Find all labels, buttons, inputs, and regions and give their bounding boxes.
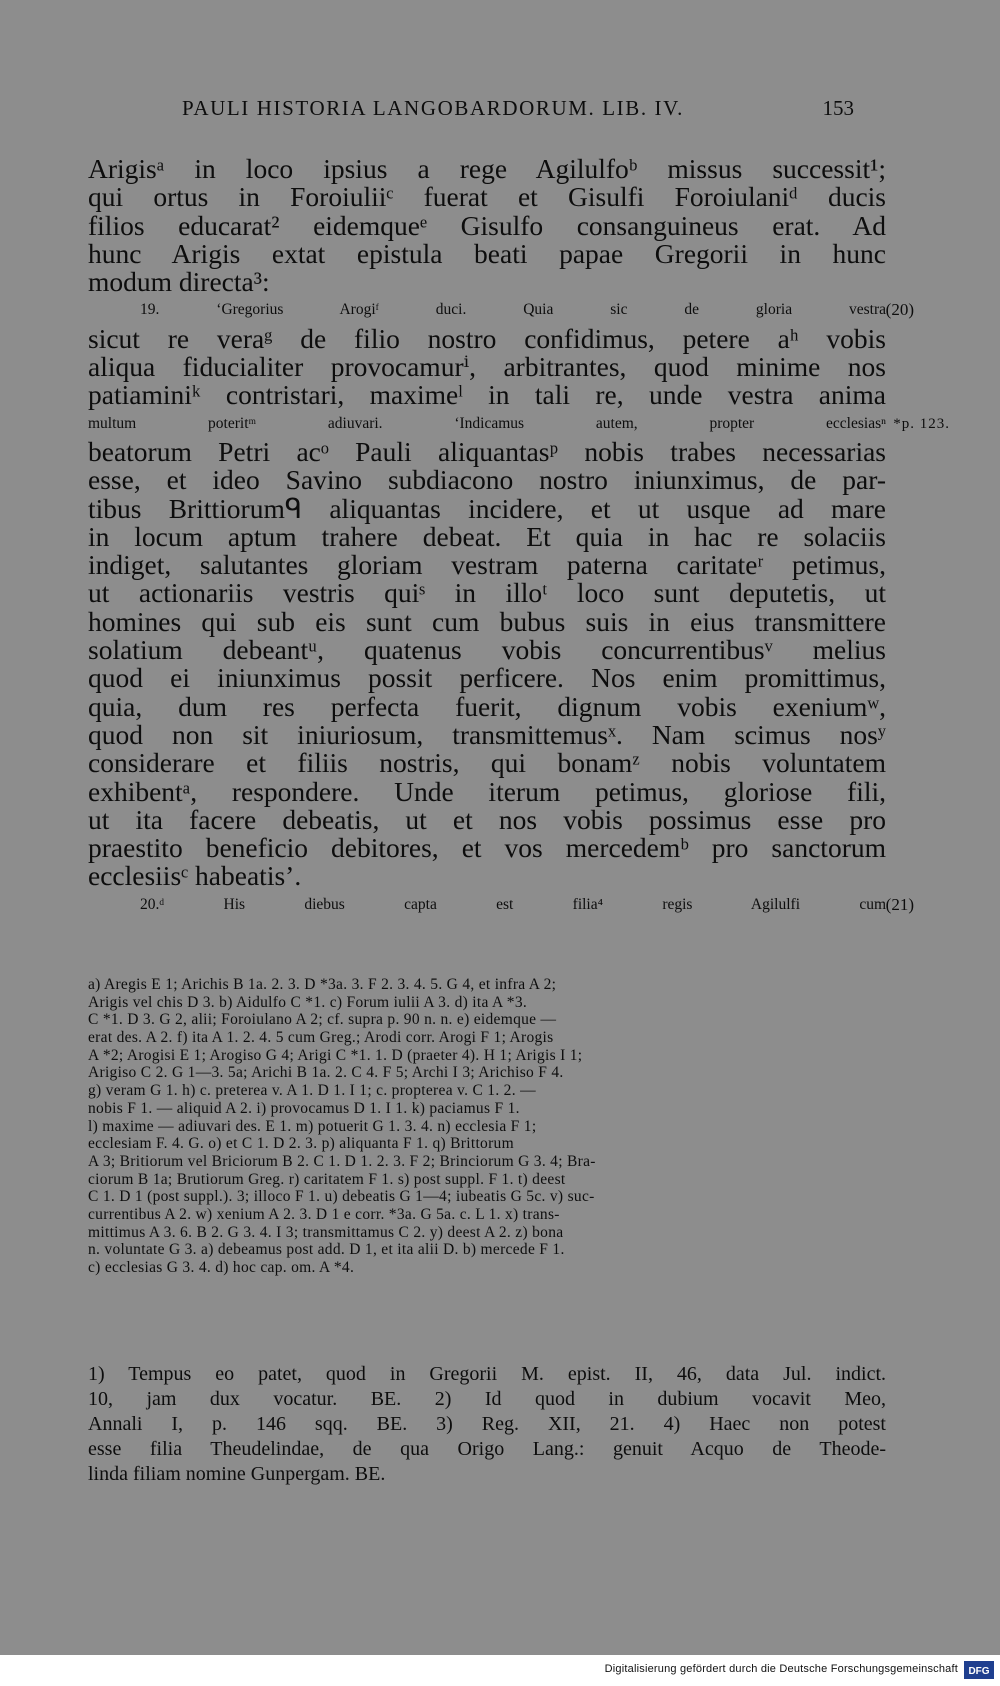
text-line [88, 435, 886, 467]
apparatus-line: C *1. D 3. G 2, alii; Foroiulano A 2; cf. supra p. 90 n. n. e) eidemque — [88, 1011, 557, 1029]
apparatus-line: erat des. A 2. f) ita A 1. 2. 4. 5 cum Greg.; Arodi corr. Arogi F 1; Arogis [88, 1029, 554, 1047]
text-line-content: aliqua fiducialiter provocamurⁱ, arbitrantes, quod minime nos [88, 351, 886, 383]
text-line-content: ut ita facere debeatis, ut et nos vobis possimus esse pro [88, 803, 886, 835]
apparatus-line: currentibus A 2. w) xenium A 2. 3. D 1 e corr. *3a. G 5a. c. L 1. x) trans- [88, 1205, 560, 1223]
main-text [88, 153, 950, 919]
text-line [88, 183, 886, 211]
apparatus-line: Arigis vel chis D 3. b) Aidulfo C *1. c) Forum iulii A 3. d) ita A *3. [88, 993, 528, 1011]
text-line-content: 20.ᵈ His diebus capta est filia⁴ regis Agilulfi cum [140, 895, 886, 913]
apparatus-line: ciorum B 1a; Brutiorum Greg. r) caritatem F 1. s) post suppl. F 1. t) deest [88, 1170, 566, 1188]
text-line [88, 155, 886, 183]
text-line [88, 718, 886, 750]
text-line-content: homines qui sub eis sunt cum bubus suis in eius transmittere [88, 605, 886, 637]
critical-apparatus [88, 976, 886, 1277]
apparatus-line: A 3; Britiorum vel Briciorum B 2. C 1. D 1. 2. 3. F 2; Brinciorum G 3. 4; Bra- [88, 1152, 596, 1170]
text-line [88, 891, 914, 919]
text-line [88, 410, 950, 438]
text-line [88, 803, 886, 835]
footnote-line: 10, jam dux vocatur. BE. 2) Id quod in dubium vocavit Meo, [88, 1388, 886, 1410]
text-line-content: quod ei iniunximus possit perficere. Nos enim promittimus, [88, 662, 886, 694]
running-title: PAULI HISTORIA LANGOBARDORUM. LIB. IV. [182, 96, 685, 120]
apparatus-line: mittimus A 3. 6. B 2. G 3. 4. I 3; transmittamus C 2. y) deest A 2. z) bona [88, 1223, 564, 1241]
apparatus-line: A *2; Arogisi E 1; Arogiso G 4; Arigi C *1. 1. D (praeter 4). H 1; Arigis I 1; [88, 1046, 583, 1064]
footnote-line: Annali I, p. 146 sqq. BE. 3) Reg. XII, 21. 4) Haec non potest [88, 1413, 886, 1435]
text-line [88, 520, 886, 552]
text-line-content: patiaminiᵏ contristari, maximeˡ in tali re, unde vestra anima [88, 379, 886, 411]
text-line [88, 690, 886, 722]
apparatus-line: Arigiso C 2. G 1—3. 5a; Arichi B 1a. 2. C 4. F 5; Archi I 3; Arichiso F 4. [88, 1064, 564, 1082]
text-line [88, 749, 886, 777]
footnote-line: 1) Tempus eo patet, quod in Gregorii M. epist. II, 46, data Jul. indict. [88, 1363, 886, 1385]
text-line-content: indiget, salutantes gloriam vestram paterna caritateʳ petimus, [88, 549, 886, 581]
text-line-content: praestito beneficio debitores, et vos mercedemᵇ pro sanctorum [88, 832, 886, 864]
text-line-content: 19. ‘Gregorius Arogiᶠ duci. Quia sic de gloria vestra [140, 301, 886, 319]
page-number: 153 [822, 96, 854, 120]
text-line [88, 636, 886, 664]
text-line [88, 775, 886, 807]
text-line [88, 381, 886, 409]
margin-page-ref: *p. 123. [893, 415, 950, 432]
text-line [88, 492, 886, 524]
text-line-content: Arigisᵃ in loco ipsius a rege Agilulfoᵇ missus successit¹; [88, 153, 886, 184]
text-line [88, 579, 886, 607]
apparatus-line: C 1. D 1 (post suppl.). 3; illoco F 1. u) debeatis G 1—4; iubeatis G 5c. v) suc- [88, 1188, 595, 1206]
apparatus-line: ecclesiam F. 4. G. o) et C 1. D 2. 3. p) aliquanta F 1. q) Brittorum [88, 1135, 514, 1153]
footnote-line: esse filia Theudelindae, de qua Origo Lang.: genuit Acquo de Theode- [88, 1438, 886, 1460]
text-line-content: esse, et ideo Savino subdiacono nostro iniunximus, de par- [88, 464, 886, 496]
apparatus-line: c) ecclesias G 3. 4. d) hoc cap. om. A *4. [88, 1259, 355, 1276]
text-line [88, 862, 886, 890]
margin-note: (20) [885, 300, 914, 320]
text-line-content: quia, dum res perfecta fuerit, dignum vobis exeniumʷ, [88, 690, 886, 722]
text-line-content: multum poteritᵐ adiuvari. ‘Indicamus autem, propter ecclesiasⁿ [88, 414, 886, 432]
text-line-content: sicut re veraᵍ de filio nostro confidimus, petere aʰ vobis [88, 322, 886, 354]
text-line [88, 834, 886, 862]
text-line-content: solatium debeantᵘ, quatenus vobis concurrentibusᵛ melius [88, 634, 886, 666]
dfg-logo-text: DFG [968, 1666, 990, 1677]
text-line-content: beatorum Petri acᵒ Pauli aliquantasᵖ nobis trabes necessarias [88, 435, 886, 467]
text-line-content: considerare et filiis nostris, qui bonamᶻ nobis voluntatem [88, 747, 886, 779]
footnote-line: linda filiam nomine Gunpergam. BE. [88, 1463, 386, 1485]
apparatus-line: n. voluntate G 3. a) debeamus post add. D 1, et ita alii D. b) mercede F 1. [88, 1241, 565, 1259]
apparatus-line: g) veram G 1. h) c. preterea v. A 1. D 1. I 1; c. propterea v. C 1. 2. — [88, 1082, 536, 1100]
text-line-content: ut actionariis vestris quiˢ in illoᵗ loco sunt deputetis, ut [88, 577, 886, 609]
text-line [88, 551, 886, 579]
footer-bar [0, 1655, 1000, 1686]
running-header [88, 96, 870, 128]
apparatus-line: l) maxime — adiuvari des. E 1. m) potuerit G 1. 3. 4. n) ecclesia F 1; [88, 1117, 537, 1135]
text-line-content: qui ortus in Foroiuliiᶜ fuerat et Gisulfi Foroiulaniᵈ ducis [88, 181, 886, 213]
text-line [88, 605, 886, 637]
text-line-content: ecclesiisᶜ habeatis’. [88, 860, 302, 892]
margin-note: (21) [885, 894, 914, 914]
dfg-logo [964, 1661, 994, 1679]
text-line-content: exhibentᵃ, respondere. Unde iterum petimus, gloriose fili, [88, 775, 886, 807]
text-line [88, 209, 886, 241]
text-line [88, 296, 914, 324]
text-line [88, 664, 886, 692]
apparatus-line: a) Aregis E 1; Arichis B 1a. 2. 3. D *3a. 3. F 2. 3. 4. 5. G 4, et infra A 2; [88, 976, 557, 993]
text-line [88, 237, 886, 269]
footnotes [88, 1362, 886, 1487]
text-line [88, 322, 886, 354]
text-line-content: in locum aptum trahere debeat. Et quia in hac re solaciis [88, 520, 886, 552]
text-line [88, 268, 886, 296]
text-line [88, 353, 886, 381]
text-line-content: tibus Brittiorumᑫ aliquantas incidere, et ut usque ad mare [88, 492, 886, 524]
apparatus-line: nobis F 1. — aliquid A 2. i) provocamus D 1. I 1. k) paciamus F 1. [88, 1099, 520, 1117]
text-line-content: hunc Arigis extat epistula beati papae Gregorii in hunc [88, 237, 886, 269]
text-line-content: modum directa³: [88, 266, 270, 298]
text-line-content: filios educarat² eidemqueᵉ Gisulfo consanguineus erat. Ad [88, 209, 886, 241]
text-line-content: quod non sit iniuriosum, transmittemusˣ. Nam scimus nosʸ [88, 718, 886, 750]
text-line [88, 466, 886, 494]
funding-credit: Digitalisierung gefördert durch die Deutsche Forschungsgemeinschaft [604, 1663, 958, 1675]
